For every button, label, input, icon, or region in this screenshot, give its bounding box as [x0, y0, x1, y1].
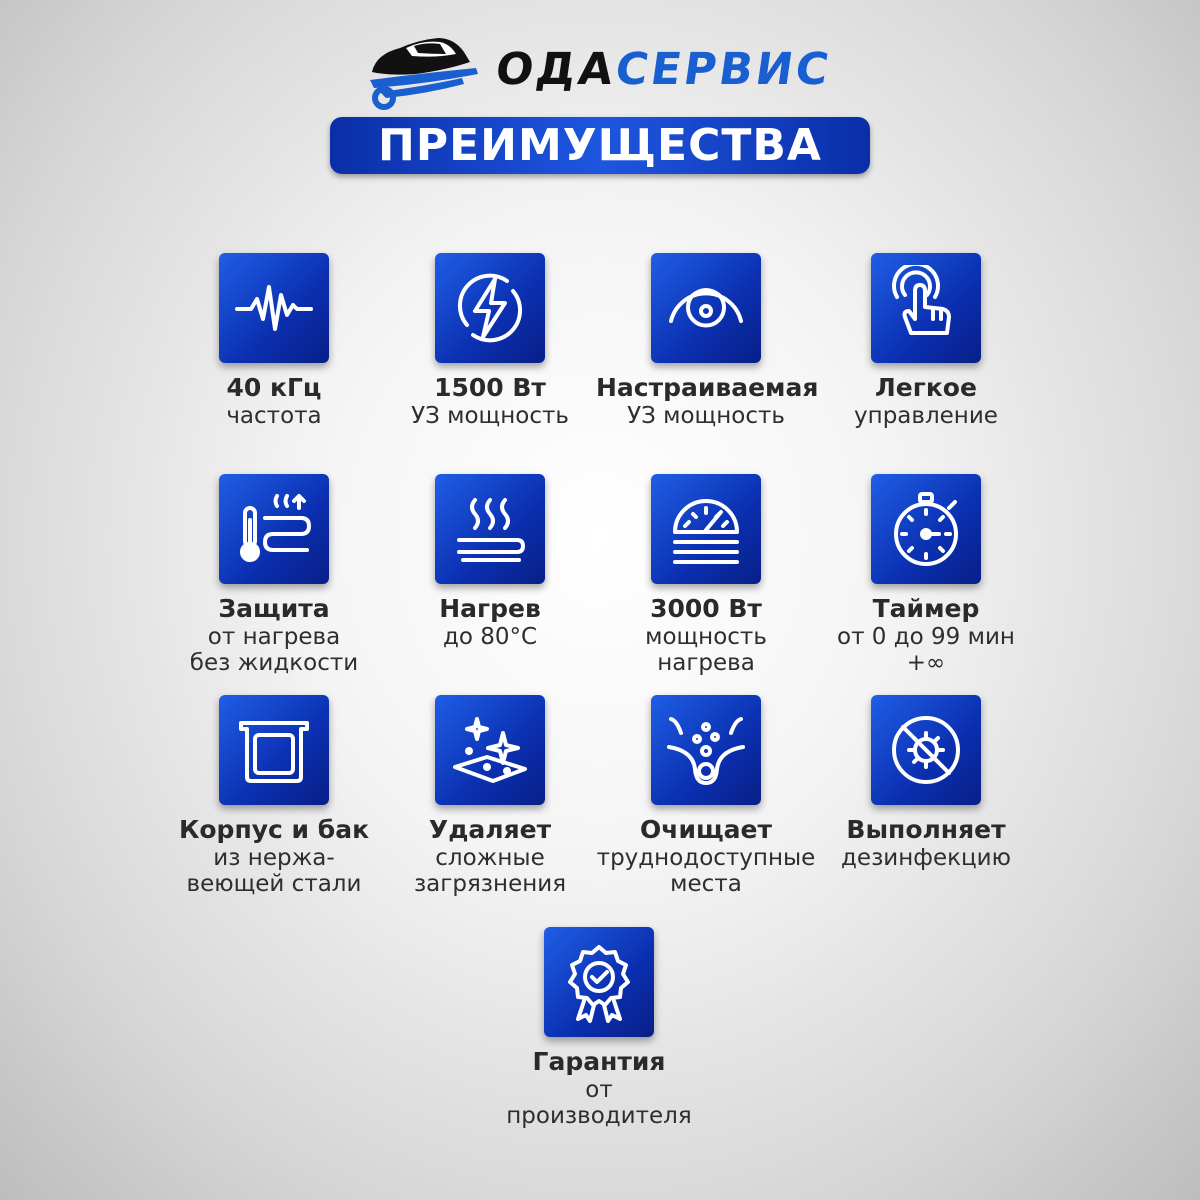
heating-icon: [435, 474, 545, 584]
feature-frequency: [164, 253, 384, 429]
feature-title: Очищает: [640, 815, 772, 844]
feature-disinfection: [816, 695, 1036, 871]
tank-icon: [219, 695, 329, 805]
feature-warranty: [489, 927, 709, 1129]
feature-title: Защита: [218, 594, 330, 623]
feature-dry-protection: [164, 474, 384, 676]
feature-title: 3000 Вт: [650, 594, 762, 623]
page-title: ПРЕИМУЩЕСТВА: [330, 117, 870, 174]
bubbles-icon: [651, 695, 761, 805]
feature-subtitle: от нагрева без жидкости: [189, 624, 359, 676]
feature-cleans-hard-places: [596, 695, 816, 897]
feature-title: Гарантия: [532, 1047, 666, 1076]
quality-badge-icon: [544, 927, 654, 1037]
sparkle-surface-icon: [435, 695, 545, 805]
feature-subtitle: дезинфекцию: [841, 845, 1011, 871]
feature-subtitle: управление: [854, 403, 998, 429]
feature-subtitle: УЗ мощность: [627, 403, 785, 429]
feature-title: 1500 Вт: [434, 373, 546, 402]
knob-icon: [651, 253, 761, 363]
stopwatch-icon: [871, 474, 981, 584]
feature-adjustable-power: [596, 253, 819, 429]
feature-subtitle: частота: [226, 403, 322, 429]
brand-name: [492, 44, 835, 95]
feature-subtitle: от производителя: [506, 1077, 692, 1129]
brand-name-part2: СЕРВИС: [612, 44, 835, 95]
brand-name-part1: ОДА: [492, 44, 620, 95]
feature-subtitle: УЗ мощность: [411, 403, 569, 429]
feature-easy-control: [816, 253, 1036, 429]
feature-timer: [816, 474, 1036, 676]
feature-title: Таймер: [872, 594, 980, 623]
feature-stainless-body: [164, 695, 384, 897]
power-gauge-icon: [651, 474, 761, 584]
feature-title: Легкое: [875, 373, 977, 402]
feature-title: Настраиваемая: [596, 373, 819, 402]
waveform-icon: [219, 253, 329, 363]
touch-hand-icon: [871, 253, 981, 363]
feature-removes-dirt: [380, 695, 600, 897]
feature-title: Корпус и бак: [178, 815, 370, 844]
brand-logo: [366, 28, 836, 110]
feature-title: Удаляет: [428, 815, 552, 844]
lightning-icon: [435, 253, 545, 363]
no-bacteria-icon: [871, 695, 981, 805]
feature-subtitle: из нержа- веющей стали: [186, 845, 362, 897]
feature-subtitle: мощность нагрева: [645, 624, 767, 676]
feature-subtitle: от 0 до 99 мин +∞: [837, 624, 1015, 676]
feature-title: Выполняет: [846, 815, 1006, 844]
feature-us-power: [380, 253, 600, 429]
feature-title: Нагрев: [439, 594, 541, 623]
feature-heating-power: [596, 474, 816, 676]
thermometer-heater-icon: [219, 474, 329, 584]
boat-wrench-icon: [366, 28, 491, 110]
feature-title: 40 кГц: [226, 373, 322, 402]
feature-subtitle: сложные загрязнения: [413, 845, 567, 897]
feature-subtitle: до 80°С: [442, 624, 538, 650]
feature-subtitle: труднодоступные места: [596, 845, 816, 897]
feature-heating: [380, 474, 600, 650]
